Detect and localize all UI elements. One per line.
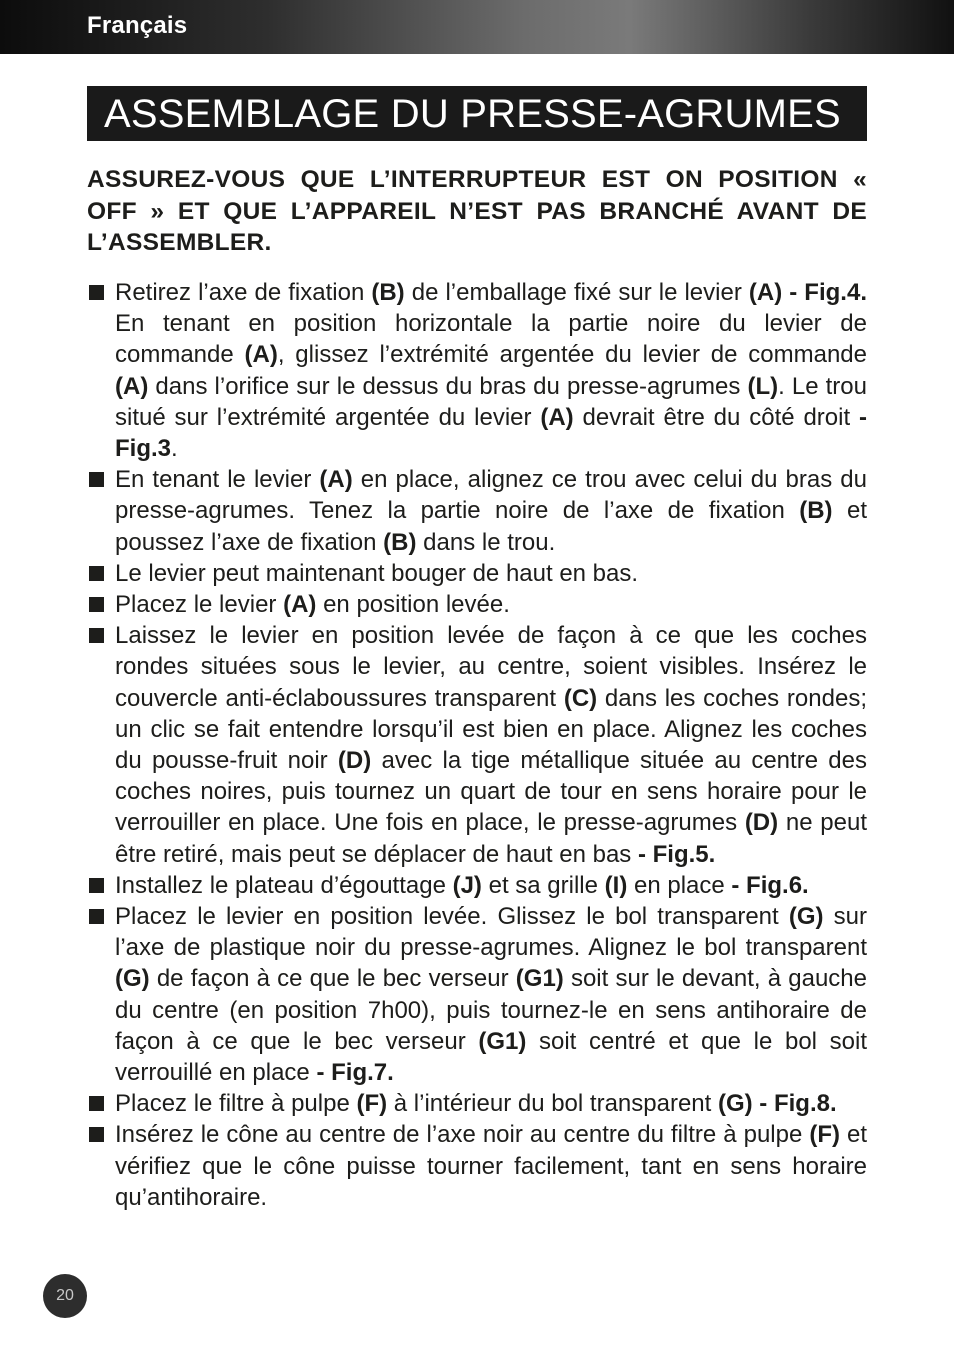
bold-reference: (C) (563, 684, 598, 712)
instruction-list (87, 277, 867, 1213)
bullet-square-icon (89, 1096, 104, 1111)
list-item (87, 589, 867, 620)
step-text: Placez le levier (115, 591, 284, 619)
bold-reference: (A) (540, 403, 574, 431)
bold-reference: (B) (371, 279, 405, 306)
bold-reference: (A) (283, 591, 317, 619)
bold-reference: (G) - Fig.8. (717, 1090, 837, 1118)
bold-reference: - Fig.3 (115, 403, 867, 463)
bullet-square-icon (89, 1127, 104, 1142)
bullet-square-icon (89, 285, 104, 300)
step-text: devrait être du côté droit (573, 403, 859, 431)
bold-reference: (A) (115, 372, 149, 400)
bold-reference: (D) (337, 747, 372, 775)
section-title: ASSEMBLAGE DU PRESSE-AGRUMES (104, 92, 841, 136)
bold-reference: (A) - Fig.4. (748, 279, 867, 306)
step-text: en place, alignez ce trou avec celui du bras du presse-agrumes. Tenez la partie noire de l’axe de fixation (115, 466, 867, 525)
step-text: à l’intérieur du bol transparent (387, 1090, 718, 1118)
bullet-square-icon (89, 472, 104, 487)
bullet-square-icon (89, 566, 104, 581)
step-text: , glissez l’extrémité argentée du levier de commande (277, 341, 867, 369)
step-text: de façon à ce que le bec verseur (149, 965, 516, 993)
step-text: Placez le levier en position levée. Glissez le bol transparent (115, 903, 789, 931)
step-text: dans le trou. (416, 528, 556, 556)
bold-reference: (F) (809, 1121, 840, 1149)
step-text: dans l’orifice sur le dessus du bras du presse-agrumes (148, 372, 748, 400)
step-text: Le levier peut maintenant bouger de haut en bas. (115, 559, 639, 587)
list-item (87, 1088, 867, 1119)
step-text: Installez le plateau d’égouttage (115, 871, 453, 899)
bold-reference: (G1) (515, 965, 564, 993)
step-text: . Le trou situé sur l’extrémité argentée du levier (115, 372, 867, 431)
bold-reference: - Fig.5. (637, 840, 716, 868)
header-bar (0, 0, 954, 54)
list-item (87, 901, 867, 1088)
bold-reference: (F) (356, 1090, 388, 1118)
bold-reference: (B) (383, 528, 417, 556)
bold-reference: (G) (788, 903, 824, 931)
safety-warning: ASSUREZ-VOUS QUE L’INTERRUPTEUR EST ON POSITION « OFF » ET QUE L’APPAREIL N’EST PAS BRANCHÉ AVANT DE L’ASSEMBLER. (87, 166, 867, 256)
step-text: ne peut être retiré, mais peut se déplacer de haut en bas (115, 809, 867, 868)
list-item (87, 277, 867, 464)
page-number: 20 (43, 1274, 87, 1318)
list-item (87, 558, 867, 589)
bold-reference: (L) (747, 372, 779, 400)
step-text: et poussez l’axe de fixation (115, 497, 867, 556)
bullet-square-icon (89, 909, 104, 924)
language-label: Français (87, 12, 188, 39)
step-text: Placez le filtre à pulpe (115, 1090, 357, 1118)
step-text: soit sur le devant, à gauche du centre (en position 7h00), puis tournez-le en sens antihoraire de façon à ce que le bec verseur (115, 965, 868, 1055)
step-text: et sa grille (481, 871, 605, 899)
list-item (87, 464, 867, 558)
step-text: et vérifiez que le cône puisse tourner facilement, tant en sens horaire qu’antihoraire. (115, 1121, 867, 1211)
bold-reference: (G1) (478, 1027, 527, 1055)
bold-reference: (I) (604, 871, 628, 899)
bold-reference: (G) (115, 965, 150, 993)
step-text: Insérez le cône au centre de l’axe noir au centre du filtre à pulpe (115, 1121, 810, 1149)
step-text: en place (627, 871, 732, 899)
bullet-square-icon (89, 628, 104, 643)
bold-reference: (J) (452, 871, 482, 899)
bullet-square-icon (89, 597, 104, 612)
bold-reference: (D) (744, 809, 779, 837)
bold-reference: (B) (799, 497, 833, 525)
bold-reference: - Fig.6. (731, 871, 809, 899)
step-text: . (171, 435, 178, 463)
bold-reference: (A) (319, 466, 353, 494)
step-text: en position levée. (316, 591, 510, 619)
step-text: Retirez l’axe de fixation (115, 279, 372, 306)
step-text: Laissez le levier en position levée de façon à ce que les coches rondes situées sous le levier, au centre, soient visibles. Insérez le couvercle anti-éclaboussures transparent (115, 622, 867, 712)
step-text: soit centré et que le bol soit verrouillé en place (115, 1027, 867, 1087)
step-text: avec la tige métallique située au centre des coches noires, puis tournez un quart de tour en sens horaire pour le verrouiller en place. Une fois en place, le presse-agrumes (115, 747, 868, 837)
bold-reference: (A) (244, 341, 278, 369)
list-item (87, 870, 867, 901)
bold-reference: - Fig.7. (316, 1059, 394, 1087)
bullet-square-icon (89, 878, 104, 893)
list-item (87, 620, 867, 870)
step-text: de l’emballage fixé sur le levier (404, 279, 749, 306)
step-text: sur l’axe de plastique noir du presse-agrumes. Alignez le bol transparent (115, 903, 867, 962)
list-item (87, 1119, 867, 1213)
step-text: En tenant en position horizontale la partie noire du levier de commande (115, 310, 867, 369)
step-text: dans les coches rondes; un clic se fait entendre lorsqu’il est bien en place. Alignez les coches du pousse-fruit noir (115, 684, 867, 775)
section-title-box (87, 86, 867, 141)
step-text: En tenant le levier (115, 466, 320, 494)
